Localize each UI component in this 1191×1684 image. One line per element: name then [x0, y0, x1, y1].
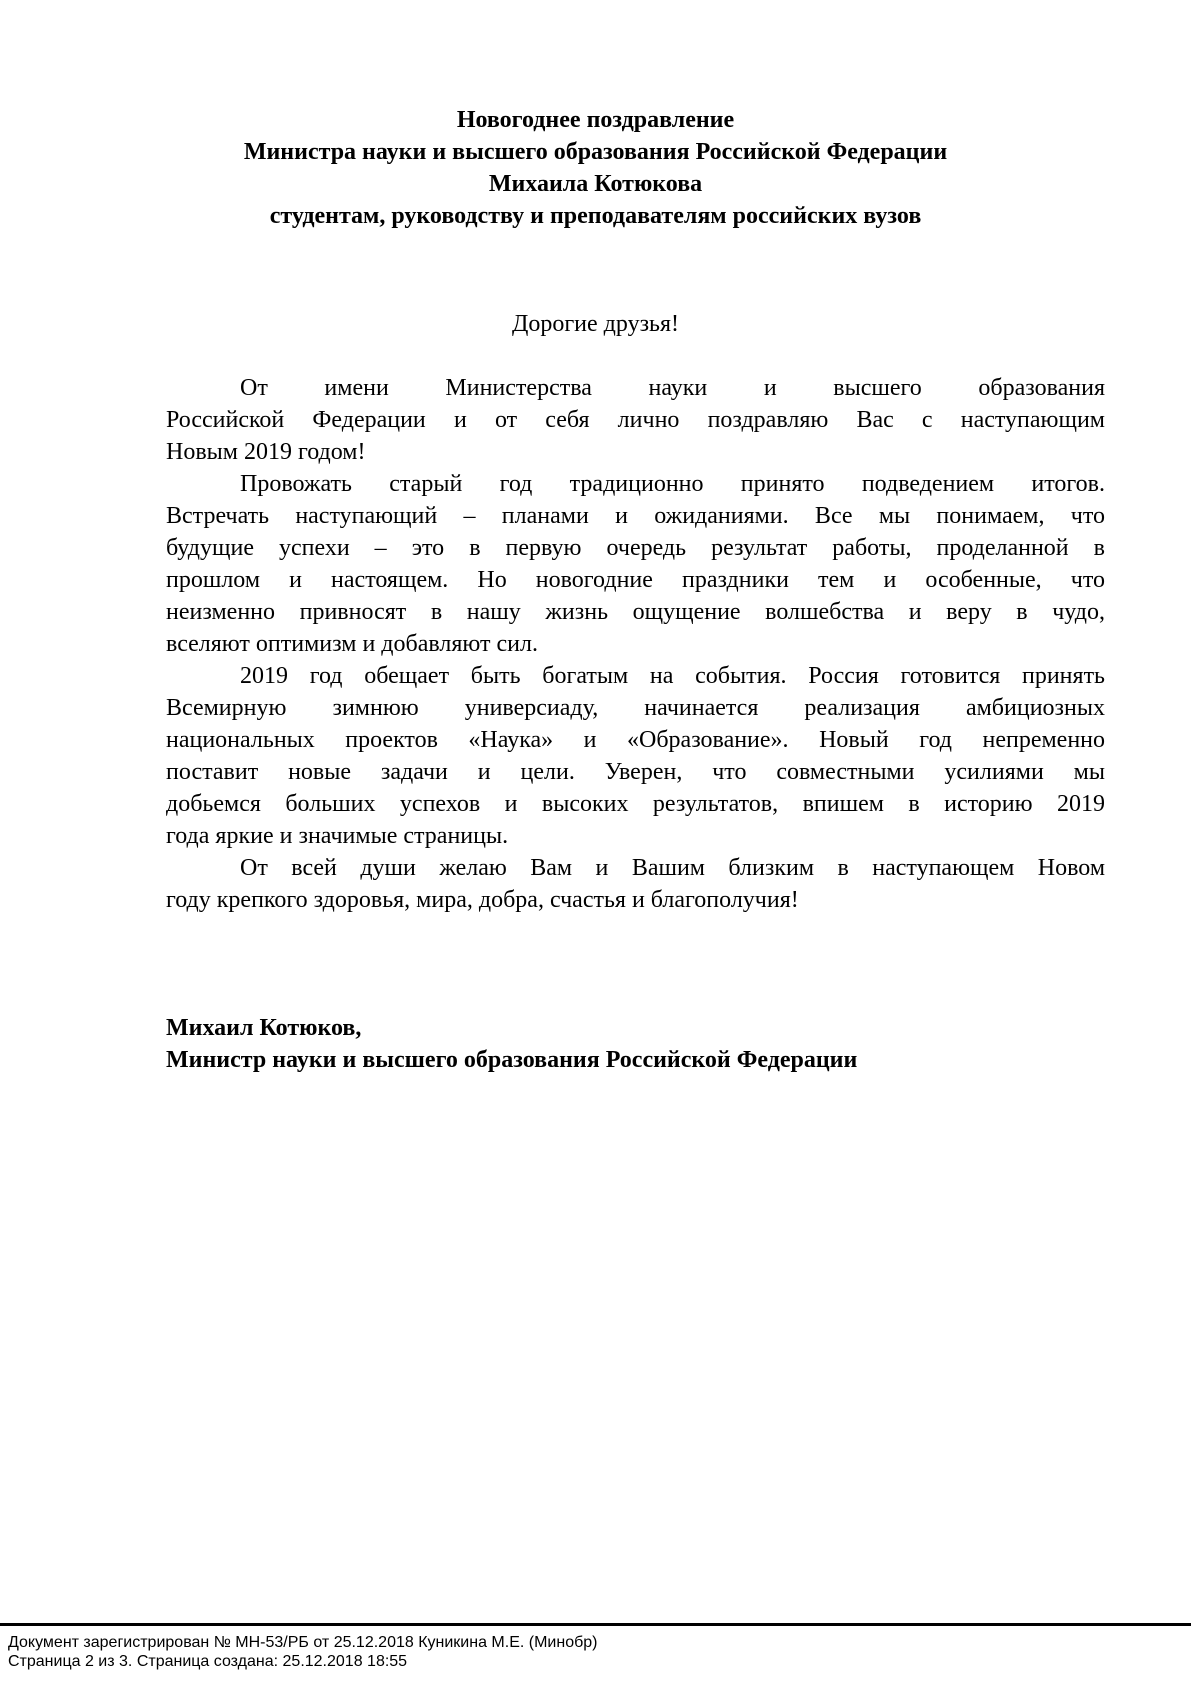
text-line: будущие успехи – это в первую очередь результат работы, проделанной в [166, 535, 1105, 561]
text-line: 2019 год обещает быть богатым на события. Россия готовится принять [240, 663, 1105, 689]
text-line: года яркие и значимые страницы. [166, 823, 509, 849]
text-line: Михаила Котюкова [488, 171, 703, 197]
text-line: Российской Федерации и от себя лично поздравляю Вас с наступающим [166, 407, 1105, 433]
text-line: добьемся больших успехов и высоких результатов, впишем в историю 2019 [166, 791, 1105, 817]
text-line: студентам, руководству и преподавателям российских вузов [269, 203, 922, 229]
signature-position: Министр науки и высшего образования Российской Федерации [166, 1047, 858, 1073]
text-line: неизменно привносят в нашу жизнь ощущение волшебства и веру в чудо, [166, 599, 1105, 625]
letter-title [166, 104, 1025, 232]
paragraph-2 [166, 468, 1105, 660]
paragraph-4 [166, 852, 1105, 916]
text-line: Всемирную зимнюю универсиаду, начинается реализация амбициозных [166, 695, 1105, 721]
text-line: От всей души желаю Вам и Вашим близким в наступающем Новом [240, 855, 1105, 881]
text-line: поставит новые задачи и цели. Уверен, что совместными усилиями мы [166, 759, 1105, 785]
letter-body [166, 372, 1105, 916]
letter-salutation: Дорогие друзья! [511, 311, 680, 337]
paragraph-3 [166, 660, 1105, 852]
text-line: Министра науки и высшего образования Российской Федерации [243, 139, 948, 165]
paragraph-1 [166, 372, 1105, 468]
letter-content [166, 104, 1105, 1076]
text-line: Провожать старый год традиционно принято подведением итогов. [240, 471, 1105, 497]
registration-footer [0, 1623, 1191, 1671]
text-line: Новым 2019 годом! [166, 439, 366, 465]
text-line: году крепкого здоровья, мира, добра, счастья и благополучия! [166, 887, 799, 913]
signature-block [166, 1012, 1105, 1076]
text-line: прошлом и настоящем. Но новогодние праздники тем и особенные, что [166, 567, 1105, 593]
text-line: От имени Министерства науки и высшего образования [240, 375, 1105, 401]
text-line: Новогоднее поздравление [456, 107, 735, 133]
text-line: Встречать наступающий – планами и ожиданиями. Все мы понимаем, что [166, 503, 1105, 529]
text-line: вселяют оптимизм и добавляют сил. [166, 631, 538, 657]
footer-page-info: Страница 2 из 3. Страница создана: 25.12.2018 18:55 [8, 1653, 408, 1670]
text-line: национальных проектов «Наука» и «Образование». Новый год непременно [166, 727, 1105, 753]
footer-registration-text: Документ зарегистрирован № МН-53/РБ от 25.12.2018 Куникина М.Е. (Минобр) [8, 1634, 598, 1651]
signature-name: Михаил Котюков, [166, 1015, 362, 1041]
